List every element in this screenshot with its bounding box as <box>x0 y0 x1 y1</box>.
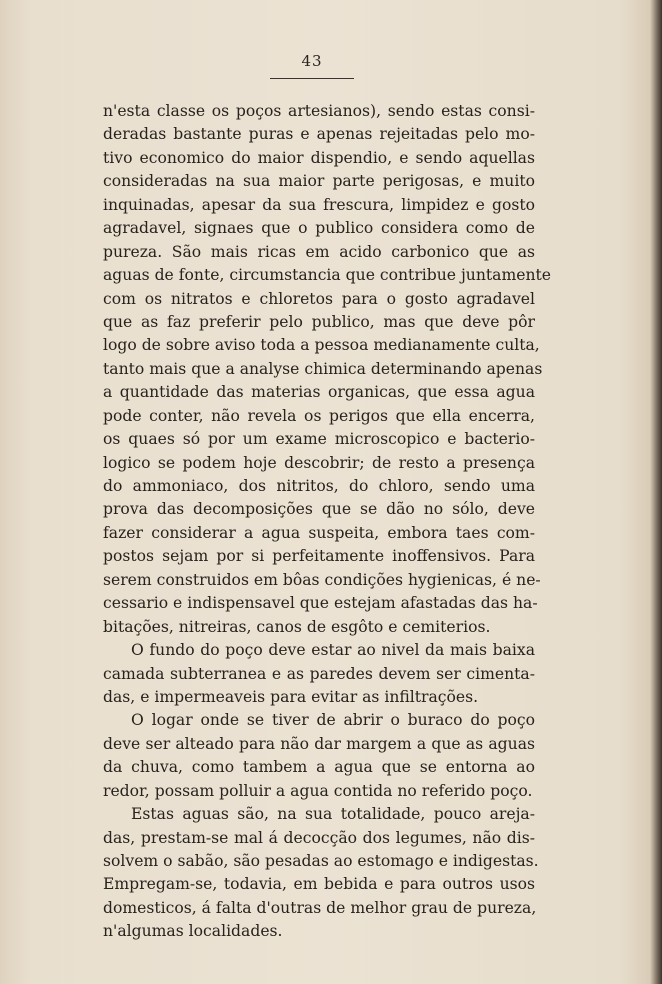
text-line: prova das decomposições que se dão no sólo, deve <box>103 500 535 519</box>
text-line: domesticos, á falta d'outras de melhor grau de pureza, <box>103 898 537 917</box>
text-line: Empregam-se, todavia, em bebida e para outros usos <box>103 875 535 894</box>
text-line: das, prestam-se mal á decocção dos legumes, não dis- <box>103 828 535 847</box>
page-number: 43 <box>301 52 323 70</box>
text-line: O fundo do poço deve estar ao nivel da mais baixa <box>131 641 535 660</box>
text-line: serem construidos em bôas condições hygienicas, é ne- <box>103 570 541 589</box>
text-line: inquinadas, apesar da sua frescura, limpidez e gosto <box>103 195 535 214</box>
text-line: tivo economico do maior dispendio, e sendo aquellas <box>103 148 535 167</box>
text-line: da chuva, como tambem a agua que se entorna ao <box>103 758 535 777</box>
text-line: fazer considerar a agua suspeita, embora taes com- <box>103 523 535 542</box>
text-line: camada subterranea e as paredes devem ser cimenta- <box>103 664 535 683</box>
text-line: das, e impermeaveis para evitar as infiltrações. <box>103 687 479 706</box>
body-text <box>103 100 552 944</box>
text-line: n'esta classe os poços artesianos), sendo estas consi- <box>103 102 535 120</box>
text-line: do ammoniaco, dos nitritos, do chloro, sendo uma <box>103 477 535 495</box>
text-line: pode conter, não revela os perigos que ella encerra, <box>103 406 535 425</box>
text-line: tanto mais que a analyse chimica determinando apenas <box>103 359 543 378</box>
text-line: os quaes só por um exame microscopico e bacterio- <box>103 430 535 449</box>
text-line: cessario e indispensavel que estejam afastadas das ha- <box>103 594 538 613</box>
text-line: solvem o sabão, são pesadas ao estomago e indigestas. <box>103 852 539 870</box>
text-line: logo de sobre aviso toda a pessoa medianamente culta, <box>103 336 540 355</box>
text-line: O logar onde se tiver de abrir o buraco do poço <box>131 711 535 730</box>
text-line: agradavel, signaes que o publico considera como de <box>103 219 535 238</box>
text-line: aguas de fonte, circumstancia que contribue juntamente <box>103 266 552 285</box>
text-line: Estas aguas são, na sua totalidade, pouco areja- <box>131 805 535 824</box>
text-line: a quantidade das materias organicas, que essa agua <box>103 383 535 402</box>
text-line: pureza. São mais ricas em acido carbonico que as <box>103 242 535 261</box>
text-line: logico se podem hoje descobrir; de resto a presença <box>103 453 535 472</box>
text-line: com os nitratos e chloretos para o gosto agradavel <box>103 289 535 308</box>
text-line: que as faz preferir pelo publico, mas que deve pôr <box>103 312 535 331</box>
text-line: deve ser alteado para não dar margem a que as aguas <box>103 734 535 753</box>
text-line: bitações, nitreiras, canos de esgôto e cemiterios. <box>103 617 491 636</box>
text-line: n'algumas localidades. <box>103 922 283 941</box>
header-rule <box>270 78 354 79</box>
text-line: deradas bastante puras e apenas rejeitadas pelo mo- <box>103 125 535 144</box>
text-line: postos sejam por si perfeitamente inoffensivos. Para <box>103 547 535 566</box>
text-line: redor, possam polluir a agua contida no referido poço. <box>103 781 533 800</box>
text-line: consideradas na sua maior parte perigosas, e muito <box>103 172 535 191</box>
